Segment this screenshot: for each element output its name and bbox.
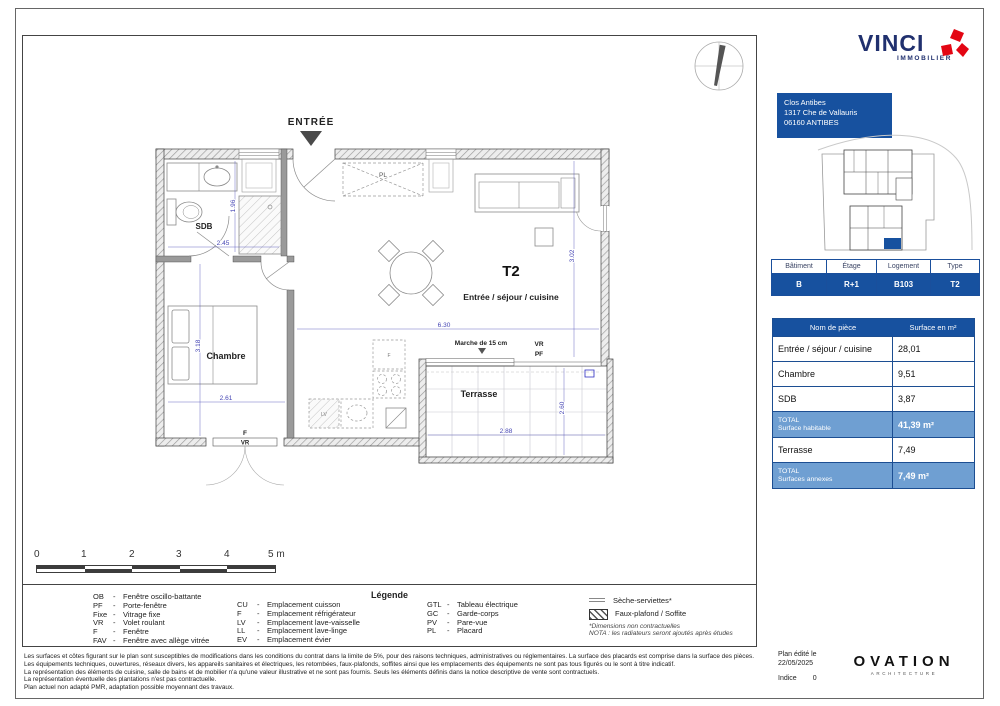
surfaces-header-name: Nom de pièce [809,323,857,332]
vinci-mark-icon [938,28,970,62]
entrance-door-swing [293,159,335,201]
plan-edited-label: Plan édité le [778,651,817,658]
room-label-sdb: SDB [195,222,213,231]
unit-type-label: T2 [502,263,520,280]
legal-line: Les équipements techniques, ouvertures, réseaux divers, les appareils sanitaires et électriques, les retombées, faux-plafonds, soffites ainsi que les emplacements des équipements ne sont pas tous figurés ou le sont à titre indicatif. [24,660,676,668]
north-compass-icon [695,42,743,90]
dim-chambre-w: 2.61 [219,395,233,402]
scale-bar [36,549,296,575]
legend-column-2: CU - Emplacement cuisson F - Emplacement réfrigérateur LV - Emplacement lave-vaisselle LL - Emplacement lave-linge EV - Emplacement évier [237,600,360,645]
window-right-wall [576,206,609,231]
f-window-label: F [243,430,247,437]
room-label-terrasse: Terrasse [460,389,498,399]
room-label-chambre: Chambre [206,351,246,361]
scale-tick: 3 [176,549,182,560]
dim-sdb-h: 1.96 [230,199,237,213]
dim-terrasse-h: 2.60 [559,401,566,415]
unit-header-logement: Logement [877,260,931,274]
surfaces-header-row [773,319,974,337]
terrace-tiles [426,366,607,457]
plan-edited [778,651,817,668]
architect-subtitle: ARCHITECTURE [870,671,938,676]
legend-title: Légende [370,590,408,600]
unit-value-type: T2 [931,274,979,295]
legend-column-1: OB - Fenêtre oscillo-battante PF - Porte-fenêtre Fixe - Vitrage fixe VR - Volet roulant F - Fenêtre FAV - Fenêtre avec allège vitrée [93,592,210,645]
scale-bar-strip [36,565,276,573]
table-row: Chambre 9,51 [773,362,974,387]
vr-terrace-label: VR [534,341,544,348]
scale-tick: 1 [81,549,87,560]
unit-header-batiment: Bâtiment [772,260,827,274]
highlighted-unit [884,238,901,249]
unit-value-logement: B103 [877,274,931,295]
scale-tick: 0 [34,549,40,560]
scale-tick: 4 [224,549,230,560]
kitchen-lv-label: LV [321,412,327,418]
duct-icon [386,408,406,428]
indice-value: 0 [812,675,817,682]
dim-terrasse-w: 2.88 [499,428,513,435]
pf-terrace-label: PF [534,351,544,358]
entrance-arrow-icon [300,131,322,146]
room-label-living: Entrée / séjour / cuisine [463,292,559,302]
window-living [426,149,456,192]
legend-column-4: Sèche-serviettes* Faux-plafond / Soffite *Dimensions non contractuelles NOTA : les radiateurs seront ajoutés après études [589,596,733,638]
step-label: Marche de 15 cm [454,340,508,347]
placard-outline [343,163,423,196]
legend-note-2: NOTA : les radiateurs seront ajoutés après études [589,630,733,638]
table-row: SDB 3,87 [773,387,974,412]
floor-plan-frame [22,35,757,647]
sink-icon [167,163,237,191]
legal-notice [24,653,754,692]
window-sdb [239,149,279,192]
shower-icon [239,196,281,254]
project-address-1: 1317 Che de Vallauris [784,108,858,117]
project-name: Clos Antibes [784,98,826,107]
legal-line: La représentation des éléments de cuisine, salle de bains et de mobilier n'a qu'une valeur illustrative et ne sont pas fournis. Seuls les éléments définis dans la notice descriptive de vente sont contractuels. [24,668,600,676]
entrance-label: ENTRÉE [287,117,335,128]
unit-header-type: Type [931,260,979,274]
legal-line: La représentation éventuelle des plantations n'est pas contractuelle. [24,676,217,684]
surfaces-table [772,318,975,489]
site-plan [778,118,978,256]
scale-tick: 5 m [268,549,285,560]
dim-living-w: 6.30 [437,322,451,329]
table-row-total-annexes: TOTAL Surfaces annexes 7,49 m² [773,463,974,488]
bed-icon [168,306,257,384]
indice [778,675,817,682]
architect-logo [845,653,963,676]
side-table-icon [535,228,553,246]
legal-line: Plan actuel non adapté PMR, adaptation possible moyennant des travaux. [24,684,234,692]
surfaces-header-surface: Surface en m² [909,323,957,332]
chambre-door-swing [261,262,289,290]
kitchen-fridge-label: F [387,353,391,359]
architect-name: OVATION [853,653,955,670]
scale-tick: 2 [129,549,135,560]
table-row: Entrée / séjour / cuisine 28,01 [773,337,974,362]
room-label-placard: PL [379,172,387,179]
unit-header-etage: Étage [827,260,877,274]
dining-table-icon [378,240,443,305]
dim-chambre-h: 3.18 [195,339,202,353]
sofa-icon [475,174,579,212]
unit-info-table [771,259,980,296]
dim-living-h: 3.02 [569,249,576,263]
plan-edited-date: 22/05/2025 [778,659,814,667]
building-footprint-upper [844,150,912,200]
unit-value-etage: R+1 [827,274,877,295]
project-address-2: 06160 ANTIBES [784,118,839,127]
dim-sdb-w: 2.45 [216,240,230,247]
legend-note-1: *Dimensions non contractuelles [589,622,681,630]
vinci-logo-subtitle: IMMOBILIER [897,55,952,62]
unit-value-batiment: B [772,274,827,295]
step-arrow-icon [478,348,486,354]
seche-serviettes-icon [589,598,605,604]
legend [23,584,756,646]
legend-column-3: GTL - Tableau électrique GC - Garde-corps PV - Pare-vue PL - Placard [427,600,518,636]
table-row: Terrasse 7,49 [773,438,974,463]
table-row-total-habitable: TOTAL Surface habitable 41,39 m² [773,412,974,438]
floor-plan-drawing [23,36,756,584]
legal-line: Les surfaces et côtes figurant sur le plan sont susceptibles de modifications dans les conditions du contrat dans la limite de 5%, pour des raisons techniques, administratives ou réglementaires. La surface des placards est comprise dans la surface des pièces. [24,653,754,660]
vinci-logo: VINCI [858,30,925,56]
vr-window-label: VR [240,440,250,447]
faux-plafond-icon [589,609,608,620]
indice-label: Indice [778,675,797,682]
